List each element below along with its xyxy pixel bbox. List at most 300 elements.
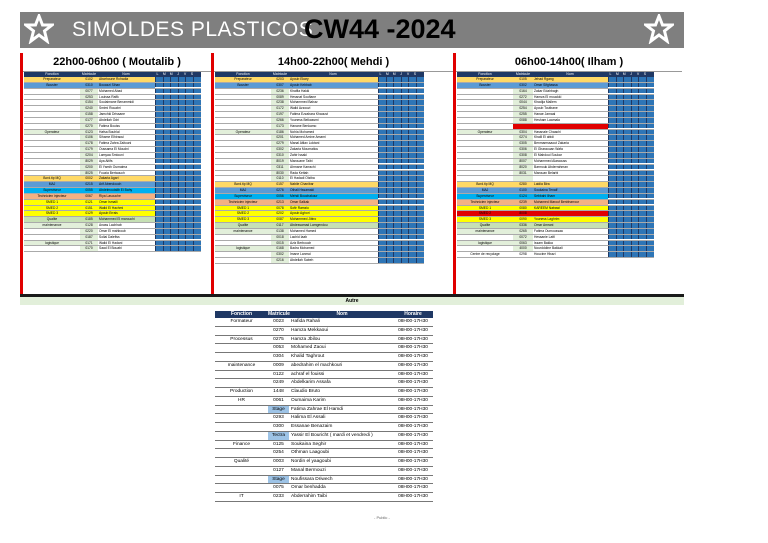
name-cell: Benmamssaout Zakaria <box>533 141 608 146</box>
matricule-cell: 8019 <box>271 159 289 164</box>
day-cell <box>185 223 193 228</box>
day-cell <box>616 194 624 199</box>
day-cell <box>163 124 171 129</box>
name-cell: Mohammed El marouchi <box>98 217 155 222</box>
day-cell <box>193 171 201 176</box>
day-cell <box>416 229 424 234</box>
day-cells <box>155 118 201 123</box>
name-cell: Yassir El Bouricht ( mardi et vendredi ) <box>291 432 373 438</box>
name-cell: Imane Lanmoi <box>289 252 378 257</box>
day-cell <box>163 246 171 251</box>
day-cell <box>401 153 409 158</box>
matricule-cell <box>513 176 533 181</box>
name-cell: Youness Belkassmi <box>289 118 378 123</box>
name-cell: Hanane Benkamo <box>289 124 378 129</box>
day-cell <box>155 135 163 140</box>
day-cell <box>608 112 616 117</box>
day-cell <box>623 95 631 100</box>
horaire-cell: 08H00-17H30 <box>398 450 428 456</box>
matricule-cell: 0272 <box>513 95 533 100</box>
day-cell <box>178 95 186 100</box>
matricule-cell: 0044 <box>513 100 533 105</box>
matricule-cell: 0117 <box>271 223 289 228</box>
function-cell <box>215 371 268 379</box>
matricule-cell: 0124 <box>513 194 533 199</box>
matricule-cell: 0186 <box>271 130 289 135</box>
day-cell <box>393 211 401 216</box>
day-cell <box>631 130 639 135</box>
day-cell <box>616 235 624 240</box>
day-cells <box>608 153 654 158</box>
function-cell: Operateur <box>457 130 513 135</box>
day-cell <box>646 95 654 100</box>
day-cell <box>646 165 654 170</box>
name-cell: Louissa Rafik <box>98 95 155 100</box>
day-cell <box>401 235 409 240</box>
day-cells <box>378 77 424 82</box>
day-cell <box>178 188 186 193</box>
day-cell <box>616 141 624 146</box>
matricule-cell: 0270 <box>273 327 284 333</box>
day-cell <box>638 206 646 211</box>
matricule-cell: 0311 <box>271 165 289 170</box>
matricule-cell: 0171 <box>80 241 98 246</box>
matricule-cell: 8030 <box>271 171 289 176</box>
day-cell <box>185 112 193 117</box>
day-cell <box>408 83 416 88</box>
day-cell <box>623 141 631 146</box>
name-cell: Jamchki Drissane <box>98 112 155 117</box>
day-cell <box>616 124 624 129</box>
col-fonction: Fonction <box>230 311 253 317</box>
day-cell <box>646 206 654 211</box>
day-cell <box>185 89 193 94</box>
day-cell <box>393 206 401 211</box>
function-cell <box>24 153 80 158</box>
matricule-cell: 0187 <box>80 235 98 240</box>
horaire-cell: 08H00-17H30 <box>398 354 428 359</box>
day-cell <box>646 141 654 146</box>
day-cell <box>178 112 186 117</box>
day-cell <box>616 100 624 105</box>
col-nom: Nom <box>336 311 348 317</box>
day-cell <box>193 100 201 105</box>
day-cell <box>193 89 201 94</box>
matricule-cell: 0154 <box>80 100 98 105</box>
day-cells <box>155 176 201 181</box>
day-cell <box>163 229 171 234</box>
day-cell <box>631 153 639 158</box>
day-cell <box>155 95 163 100</box>
day-cells <box>155 100 201 105</box>
day-cells <box>378 100 424 105</box>
matricule-cell: 0274 <box>513 135 533 140</box>
function-cell: Technicien injecteur <box>457 200 513 205</box>
function-cell <box>215 406 268 414</box>
day-cell <box>163 130 171 135</box>
function-cell <box>24 89 80 94</box>
name-cell: Barmouk Abderrahman <box>533 165 608 170</box>
day-cell <box>170 118 178 123</box>
day-cell <box>616 147 624 152</box>
day-cell <box>616 83 624 88</box>
function-cell <box>457 165 513 170</box>
function-cell: Qualite <box>457 223 513 228</box>
day-cell <box>163 135 171 140</box>
matricule-cell: 0100 <box>513 188 533 193</box>
day-cell <box>386 159 394 164</box>
function-cell <box>457 246 513 251</box>
day-cell <box>416 235 424 240</box>
day-cell <box>386 124 394 129</box>
day-cell <box>378 130 386 135</box>
day-cell <box>193 77 201 82</box>
name-cell <box>533 124 608 129</box>
matricule-cell: 8029 <box>80 159 98 164</box>
matricule-cell: 0255 <box>513 112 533 117</box>
day-cell <box>178 171 186 176</box>
day-cell <box>170 194 178 199</box>
name-cell: Khadija Mallem <box>533 100 608 105</box>
day-cell <box>608 200 616 205</box>
day-cells <box>155 217 201 222</box>
name-cell: Hafsa Bouhlal <box>98 130 155 135</box>
function-cell <box>24 165 80 170</box>
matricule-cell: 0090 <box>513 217 533 222</box>
day-cells <box>608 171 654 176</box>
day-cell <box>170 130 178 135</box>
day-cell <box>185 194 193 199</box>
matricule-cell: 0240 <box>80 106 98 111</box>
day-cell <box>378 165 386 170</box>
matricule-cell: 8020 <box>513 165 533 170</box>
matricule-cell: 0279 <box>271 141 289 146</box>
day-cell <box>416 135 424 140</box>
function-cell: Preparateur <box>215 77 271 82</box>
name-cell: Oumaima Karim <box>291 397 326 403</box>
day-cell <box>623 235 631 240</box>
function-cell <box>215 135 271 140</box>
col-matricule: Matricule <box>268 311 290 317</box>
name-cell: Abderrahim Taibi <box>291 494 327 499</box>
day-cell <box>416 211 424 216</box>
matricule-cell: Stage <box>268 406 289 414</box>
day-cell <box>616 223 624 228</box>
day-cell <box>386 223 394 228</box>
day-cells <box>378 223 424 228</box>
day-cell <box>393 95 401 100</box>
day-cell <box>178 77 186 82</box>
day-cell <box>386 188 394 193</box>
function-cell <box>24 118 80 123</box>
day-cells <box>155 165 201 170</box>
day-cell <box>416 217 424 222</box>
column-header: V <box>183 72 187 76</box>
day-cell <box>155 211 163 216</box>
day-cell <box>178 124 186 129</box>
day-cell <box>163 182 171 187</box>
matricule-cell: 1448 <box>273 389 284 394</box>
day-cell <box>616 252 624 257</box>
name-cell: Soukaina Tenalf <box>533 188 608 193</box>
name-cell: Soulaimane Benammidi <box>98 100 155 105</box>
day-cells <box>378 206 424 211</box>
day-cell <box>631 95 639 100</box>
name-cell: Fatima Ezzahara Khaoust <box>289 112 378 117</box>
horaire-cell: 08H00-17H30 <box>398 415 428 421</box>
day-cell <box>638 112 646 117</box>
day-cell <box>193 83 201 88</box>
function-cell: Technicien injecteur <box>24 194 80 199</box>
day-cell <box>416 246 424 251</box>
day-cell <box>408 153 416 158</box>
matricule-cell: 0075 <box>273 485 284 491</box>
day-cell <box>608 135 616 140</box>
day-cells <box>378 252 424 257</box>
day-cell <box>416 171 424 176</box>
day-cell <box>163 83 171 88</box>
column-header: M <box>622 72 626 76</box>
function-cell <box>215 484 268 492</box>
day-cell <box>408 217 416 222</box>
day-cell <box>638 159 646 164</box>
name-cell: Hassnaie Chaachi <box>533 130 608 135</box>
name-cell: Marouane Taibi <box>289 159 378 164</box>
day-cell <box>401 217 409 222</box>
day-cell <box>170 83 178 88</box>
day-cell <box>638 130 646 135</box>
day-cell <box>401 141 409 146</box>
day-cell <box>193 95 201 100</box>
day-cell <box>623 206 631 211</box>
day-cell <box>193 153 201 158</box>
function-cell <box>215 449 268 457</box>
function-cell <box>457 118 513 123</box>
day-cells <box>608 194 654 199</box>
day-cell <box>378 235 386 240</box>
matricule-cell: 0220 <box>80 229 98 234</box>
function-cell <box>215 171 271 176</box>
day-cell <box>178 229 186 234</box>
day-cell <box>401 252 409 257</box>
day-cell <box>638 165 646 170</box>
other-staff-row <box>215 423 433 432</box>
matricule-cell: 8025 <box>80 171 98 176</box>
function-cell: Bouster <box>24 83 80 88</box>
day-cell <box>155 235 163 240</box>
name-cell: Zakar Edahbagh <box>533 89 608 94</box>
name-cell: Soliai Dalefiss <box>98 235 155 240</box>
day-cells <box>608 176 654 181</box>
day-cell <box>386 112 394 117</box>
day-cell <box>401 77 409 82</box>
matricule-cell: 0213 <box>271 200 289 205</box>
function-cell <box>215 141 271 146</box>
function-cell: Processus <box>230 336 253 342</box>
day-cell <box>163 159 171 164</box>
day-cell <box>646 171 654 176</box>
day-cell <box>378 89 386 94</box>
day-cell <box>623 252 631 257</box>
week-title: CW44 -2024 <box>304 14 456 44</box>
day-cell <box>155 182 163 187</box>
day-cell <box>623 130 631 135</box>
day-cell <box>386 235 394 240</box>
day-cell <box>155 217 163 222</box>
matricule-cell: 0201 <box>271 135 289 140</box>
column-header: M <box>169 72 173 76</box>
day-cell <box>178 118 186 123</box>
day-cell <box>170 77 178 82</box>
function-cell: SMED 1 <box>24 200 80 205</box>
shift-title-morning: 06h00-14h00( Ilham ) <box>456 53 682 72</box>
name-cell: Noufissara Driwech <box>291 476 333 482</box>
day-cell <box>378 77 386 82</box>
day-cell <box>631 246 639 251</box>
name-cell <box>533 176 608 181</box>
day-cell <box>155 223 163 228</box>
name-cell: Mohamed Hamed <box>289 229 378 234</box>
name-cell: Mehdi Bouchakour <box>289 194 378 199</box>
matricule-cell: 4000 <box>513 246 533 251</box>
day-cells <box>155 246 201 251</box>
day-cell <box>193 147 201 152</box>
day-cell <box>416 194 424 199</box>
day-cell <box>393 130 401 135</box>
day-cell <box>185 118 193 123</box>
day-cell <box>646 135 654 140</box>
day-cells <box>378 200 424 205</box>
function-cell: SMED 1 <box>457 206 513 211</box>
day-cell <box>638 100 646 105</box>
day-cell <box>408 130 416 135</box>
column-header: J <box>630 72 632 76</box>
day-cell <box>616 241 624 246</box>
name-cell: Fatima Zahrae El Hamdi <box>291 406 343 412</box>
name-cell: KAREEM Nabawi <box>533 206 608 211</box>
day-cell <box>623 246 631 251</box>
day-cell <box>401 188 409 193</box>
name-cell: Zakaria Agari <box>98 176 155 181</box>
day-cell <box>623 159 631 164</box>
column-header: M <box>385 72 389 76</box>
day-cell <box>401 124 409 129</box>
column-header: Matricule <box>81 72 97 76</box>
function-cell <box>24 171 80 176</box>
horaire-cell: 08H00-17H30 <box>398 380 428 386</box>
day-cell <box>163 241 171 246</box>
day-cell <box>623 118 631 123</box>
day-cell <box>163 165 171 170</box>
day-cells <box>155 89 201 94</box>
name-cell: Hessanie Latfi <box>533 235 608 240</box>
day-cell <box>631 188 639 193</box>
day-cell <box>378 206 386 211</box>
matricule-cell: 0055 <box>80 188 98 193</box>
other-staff-row <box>215 476 433 485</box>
day-cell <box>638 200 646 205</box>
day-cell <box>155 229 163 234</box>
day-cells <box>608 135 654 140</box>
matricule-cell: 0185 <box>80 217 98 222</box>
classification-footer: - Public - <box>374 515 390 520</box>
function-cell: logistique <box>24 241 80 246</box>
day-cell <box>608 95 616 100</box>
column-header: L <box>156 72 159 76</box>
horaire-cell: 08H00-17H30 <box>398 441 428 447</box>
matricule-cell: 0254 <box>273 450 284 456</box>
day-cell <box>608 77 616 82</box>
function-cell: maintenance <box>215 229 271 234</box>
matricule-cell: 0203 <box>271 77 289 82</box>
day-cell <box>616 89 624 94</box>
matricule-cell: 0151 <box>80 206 98 211</box>
function-cell: Formateur <box>230 319 253 324</box>
day-cell <box>623 89 631 94</box>
day-cell <box>401 165 409 170</box>
day-cell <box>386 106 394 111</box>
matricule-cell: 0158 <box>80 112 98 117</box>
day-cell <box>416 182 424 187</box>
day-cell <box>408 252 416 257</box>
day-cell <box>163 223 171 228</box>
day-cell <box>408 241 416 246</box>
day-cell <box>608 165 616 170</box>
day-cells <box>155 171 201 176</box>
other-staff-row <box>215 467 433 476</box>
day-cell <box>401 258 409 263</box>
name-cell: Ayoub Errais <box>98 211 155 216</box>
column-header: Nom <box>566 72 574 76</box>
day-cell <box>393 182 401 187</box>
shift-table-night <box>24 72 201 252</box>
matricule-cell: 0087 <box>271 217 289 222</box>
column-header: Matricule <box>272 72 288 76</box>
day-cell <box>616 153 624 158</box>
matricule-cell: 0127 <box>273 467 284 473</box>
name-cell: Zakaria Moumatiou <box>289 147 378 152</box>
staff-row <box>457 252 654 258</box>
day-cell <box>638 211 646 216</box>
other-staff-row <box>215 397 433 406</box>
function-cell <box>24 106 80 111</box>
day-cell <box>393 176 401 181</box>
day-cell <box>608 252 616 257</box>
function-cell: Preparateur <box>457 77 513 82</box>
day-cells <box>608 165 654 170</box>
day-cell <box>386 241 394 246</box>
name-cell: Ayoub Aghori <box>289 211 378 216</box>
day-cell <box>185 83 193 88</box>
day-cell <box>193 176 201 181</box>
company-logo-icon <box>24 14 54 44</box>
day-cell <box>631 241 639 246</box>
day-cells <box>378 188 424 193</box>
day-cells <box>608 77 654 82</box>
day-cell <box>170 246 178 251</box>
day-cells <box>378 95 424 100</box>
day-cells <box>608 217 654 222</box>
name-cell: Manal Bermouzi <box>291 467 326 473</box>
day-cell <box>178 106 186 111</box>
day-cells <box>155 206 201 211</box>
name-cell: Claudio Bruto <box>291 389 321 394</box>
day-cells <box>155 188 201 193</box>
function-cell <box>215 95 271 100</box>
day-cells <box>378 246 424 251</box>
matricule-cell: 0310 <box>80 83 98 88</box>
day-cell <box>393 100 401 105</box>
